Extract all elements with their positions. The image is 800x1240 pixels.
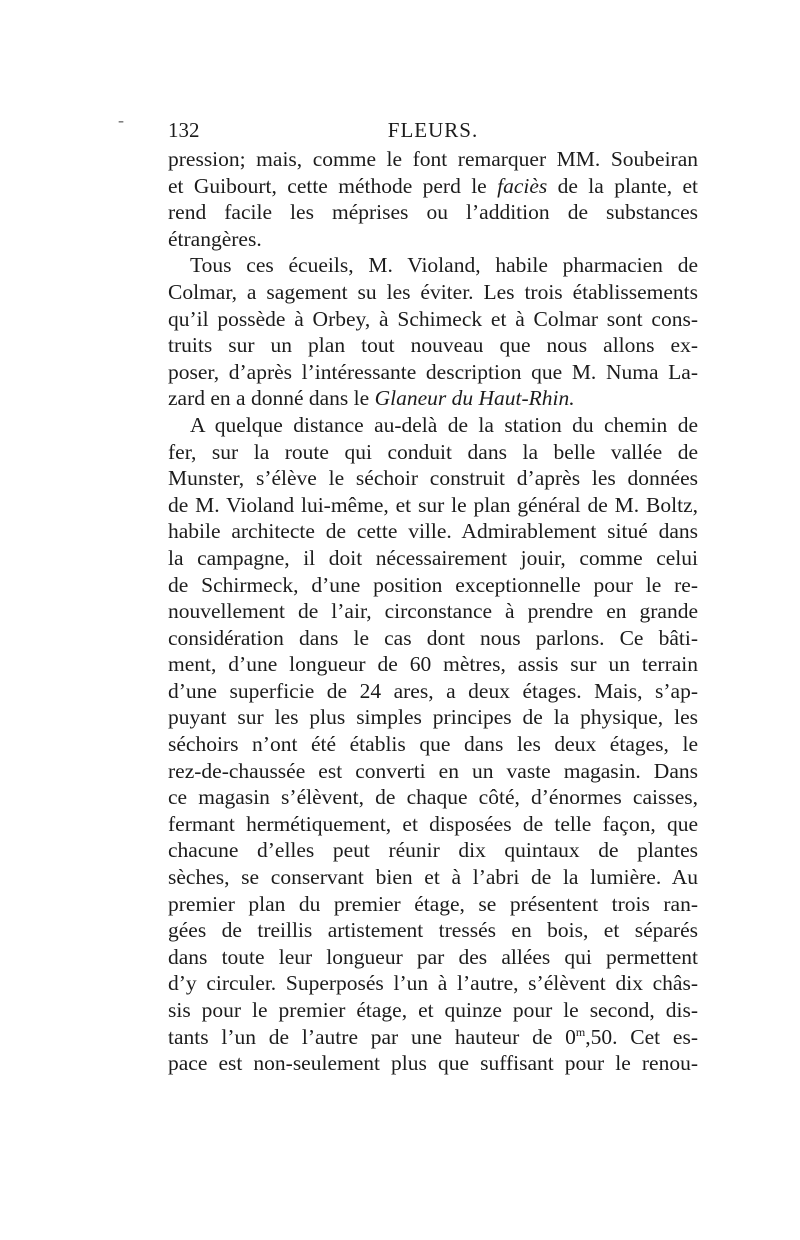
margin-mark: - (118, 110, 124, 130)
text-line: d’une superficie de 24 ares, a deux étages. Mais, s’ap- (168, 678, 698, 703)
text-line: ce magasin s’élèvent, de chaque côté, d’énormes caisses, (168, 785, 698, 810)
text-line: la campagne, il doit nécessairement jouir, comme celui (168, 545, 698, 570)
text-line (168, 173, 698, 200)
text-line (168, 1024, 698, 1051)
text-line: fermant hermétiquement, et disposées de telle façon, que (168, 811, 698, 836)
text-line: puyant sur les plus simples principes de la physique, les (168, 705, 698, 730)
page-header (168, 112, 698, 146)
text-line: chacune d’elles peut réunir dix quintaux de plantes (168, 838, 698, 863)
text-line: sis pour le premier étage, et quinze pour le second, dis- (168, 998, 698, 1022)
text-segment: ,50. Cet es- (585, 1024, 698, 1049)
text-line: ment, d’une longueur de 60 mètres, assis sur un terrain (168, 652, 698, 677)
text-line: séchoirs n’ont été établis que dans les deux étages, le (168, 732, 698, 757)
text-line: fer, sur la route qui conduit dans la belle vallée de (168, 439, 698, 464)
text-line: dans toute leur longueur par des allées qui permettent (168, 944, 698, 969)
text-line: considération dans le cas dont nous parlons. Ce bâti- (168, 625, 698, 650)
body-text (168, 146, 698, 1077)
text-line: pression; mais, comme le font remarquer MM. Soubeiran (168, 147, 698, 171)
text-line: Munster, s’élève le séchoir construit d’après les données (168, 466, 698, 491)
text-line: sèches, se conservant bien et à l’abri de la lumière. Au (168, 865, 698, 890)
text-line: Tous ces écueils, M. Violand, habile pharmacien de (190, 253, 698, 278)
text-line: de Schirmeck, d’une position exceptionnelle pour le re- (168, 572, 698, 597)
italic-term: faciès (497, 173, 548, 198)
text-line: de M. Violand lui-même, et sur le plan général de M. Boltz, (168, 492, 698, 517)
text-line: poser, d’après l’intéressante description que M. Numa La- (168, 359, 698, 384)
text-line: rend facile les méprises ou l’addition de substances (168, 200, 698, 225)
text-line: premier plan du premier étage, se présentent trois ran- (168, 891, 698, 916)
text-segment: et Guibourt, cette méthode perd le (168, 173, 498, 198)
italic-title: Glaneur du Haut-Rhin. (374, 386, 575, 411)
page-number: 132 (168, 118, 200, 142)
text-line: rez-de-chaussée est converti en un vaste magasin. Dans (168, 758, 698, 783)
text-line: qu’il possède à Orbey, à Schimeck et à Colmar sont cons- (168, 306, 698, 331)
text-segment: zard en a donné dans le (168, 386, 375, 411)
text-line: nouvellement de l’air, circonstance à prendre en grande (168, 599, 698, 624)
text-line: d’y circuler. Superposés l’un à l’autre, s’élèvent dix châs- (168, 971, 698, 996)
unit-superscript: m (575, 1024, 586, 1039)
text-segment: tants l’un de l’autre par une hauteur de 0 (168, 1024, 576, 1049)
text-line: étrangères. (168, 226, 262, 251)
book-page (168, 112, 698, 1077)
text-line: A quelque distance au-delà de la station du chemin de (190, 412, 698, 437)
text-line: Colmar, a sagement su les éviter. Les trois établissements (168, 279, 698, 304)
text-line (168, 385, 698, 412)
text-segment: de la plante, et (547, 173, 698, 198)
text-line: pace est non-seulement plus que suffisant pour le renou- (168, 1051, 698, 1076)
text-line: habile architecte de cette ville. Admirablement situé dans (168, 519, 698, 544)
running-title: FLEURS. (387, 118, 479, 142)
text-line: truits sur un plan tout nouveau que nous allons ex- (168, 333, 698, 358)
text-line: gées de treillis artistement tressés en bois, et séparés (168, 918, 698, 943)
